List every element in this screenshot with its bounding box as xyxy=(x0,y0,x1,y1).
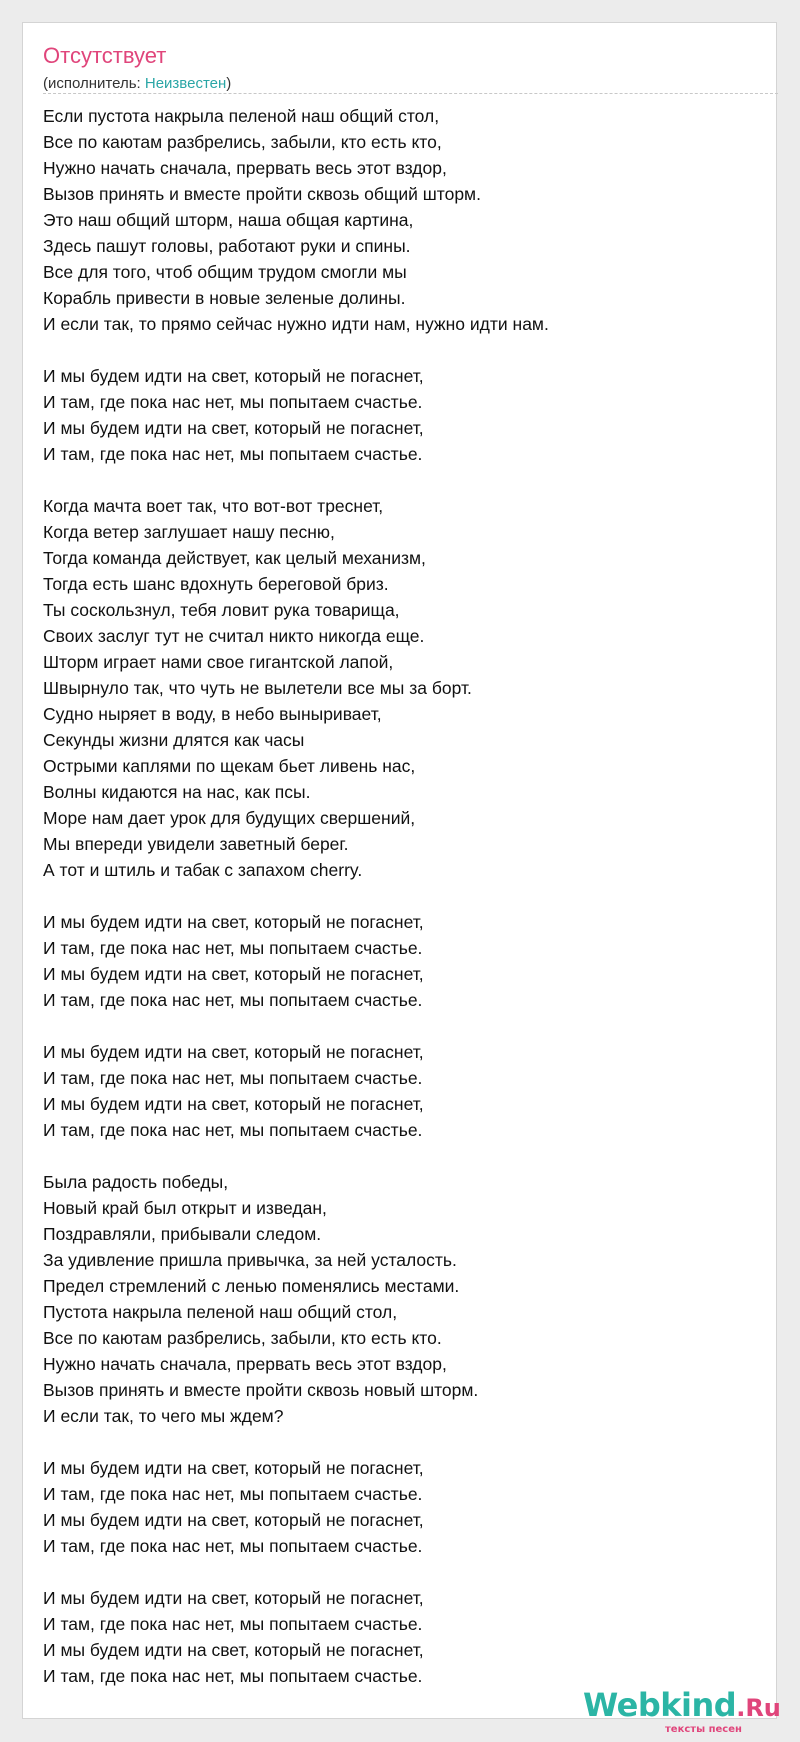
lyric-line: Швырнуло так, что чуть не вылетели все мы за борт. xyxy=(43,678,472,698)
lyric-line: Нужно начать сначала, прервать весь этот вздор, xyxy=(43,158,447,178)
lyric-line: Корабль привести в новые зеленые долины. xyxy=(43,288,406,308)
lyric-line: И там, где пока нас нет, мы попытаем счастье. xyxy=(43,392,423,412)
lyric-line: И мы будем идти на свет, который не погаснет, xyxy=(43,1588,424,1608)
lyric-line: Мы впереди увидели заветный берег. xyxy=(43,834,349,854)
lyric-line: И мы будем идти на свет, который не погаснет, xyxy=(43,964,424,984)
lyric-line: Все по каютам разбрелись, забыли, кто есть кто, xyxy=(43,132,442,152)
lyric-line: Пустота накрыла пеленой наш общий стол, xyxy=(43,1302,398,1322)
lyrics-stanza xyxy=(43,1455,763,1559)
lyrics-stanza xyxy=(43,363,763,467)
lyric-line: Море нам дает урок для будущих свершений, xyxy=(43,808,416,828)
lyric-line: Когда мачта воет так, что вот-вот треснет, xyxy=(43,496,384,516)
lyric-line: Тогда есть шанс вдохнуть береговой бриз. xyxy=(43,574,389,594)
lyric-line: Была радость победы, xyxy=(43,1172,229,1192)
logo-tagline: тексты песен xyxy=(665,1724,742,1735)
lyric-line: И если так, то прямо сейчас нужно идти нам, нужно идти нам. xyxy=(43,314,549,334)
lyrics-stanza xyxy=(43,103,763,337)
artist-line xyxy=(43,75,231,93)
lyrics-text xyxy=(43,103,763,1715)
lyric-line: И там, где пока нас нет, мы попытаем счастье. xyxy=(43,990,423,1010)
lyric-line: Когда ветер заглушает нашу песню, xyxy=(43,522,335,542)
lyric-line: И мы будем идти на свет, который не погаснет, xyxy=(43,1042,424,1062)
lyrics-stanza xyxy=(43,909,763,1013)
artist-prefix: (исполнитель: xyxy=(43,75,145,92)
lyric-line: Нужно начать сначала, прервать весь этот вздор, xyxy=(43,1354,447,1374)
lyric-line: Волны кидаются на нас, как псы. xyxy=(43,782,311,802)
lyric-line: Все по каютам разбрелись, забыли, кто есть кто. xyxy=(43,1328,442,1348)
lyric-line: Поздравляли, прибывали следом. xyxy=(43,1224,322,1244)
logo-domain: .Ru xyxy=(736,1694,781,1722)
lyric-line: И мы будем идти на свет, который не погаснет, xyxy=(43,1510,424,1530)
lyrics-stanza xyxy=(43,1039,763,1143)
lyric-line: И мы будем идти на свет, который не погаснет, xyxy=(43,1640,424,1660)
lyric-line: И там, где пока нас нет, мы попытаем счастье. xyxy=(43,1536,423,1556)
lyric-line: И мы будем идти на свет, который не погаснет, xyxy=(43,1094,424,1114)
lyric-line: И мы будем идти на свет, который не погаснет, xyxy=(43,912,424,932)
lyric-line: Это наш общий шторм, наша общая картина, xyxy=(43,210,414,230)
lyric-line: Предел стремлений с ленью поменялись местами. xyxy=(43,1276,460,1296)
logo-wordmark: Webkind xyxy=(583,1686,737,1724)
lyric-line: Судно ныряет в воду, в небо выныривает, xyxy=(43,704,382,724)
lyric-line: И там, где пока нас нет, мы попытаем счастье. xyxy=(43,1120,423,1140)
lyric-line: Новый край был открыт и изведан, xyxy=(43,1198,327,1218)
lyric-line: И там, где пока нас нет, мы попытаем счастье. xyxy=(43,1068,423,1088)
lyrics-card xyxy=(22,22,781,1735)
site-logo[interactable] xyxy=(583,1686,781,1735)
lyric-line: Тогда команда действует, как целый механизм, xyxy=(43,548,426,568)
lyrics-stanza xyxy=(43,1169,763,1429)
lyrics-stanza xyxy=(43,1585,763,1689)
lyric-line: Острыми каплями по щекам бьет ливень нас, xyxy=(43,756,416,776)
lyric-line: И мы будем идти на свет, который не погаснет, xyxy=(43,1458,424,1478)
lyric-line: Все для того, чтоб общим трудом смогли мы xyxy=(43,262,407,282)
title-divider xyxy=(43,93,778,94)
lyric-line: Вызов принять и вместе пройти сквозь новый шторм. xyxy=(43,1380,479,1400)
lyric-line: Вызов принять и вместе пройти сквозь общий шторм. xyxy=(43,184,481,204)
lyric-line: Своих заслуг тут не считал никто никогда еще. xyxy=(43,626,425,646)
lyric-line: И там, где пока нас нет, мы попытаем счастье. xyxy=(43,444,423,464)
lyric-line: И там, где пока нас нет, мы попытаем счастье. xyxy=(43,1666,423,1686)
artist-suffix: ) xyxy=(226,75,232,92)
lyric-line: И там, где пока нас нет, мы попытаем счастье. xyxy=(43,938,423,958)
lyric-line: Если пустота накрыла пеленой наш общий стол, xyxy=(43,106,440,126)
lyric-line: Ты соскользнул, тебя ловит рука товарища, xyxy=(43,600,400,620)
song-title: Отсутствует xyxy=(43,43,167,68)
artist-link[interactable]: Неизвестен xyxy=(144,75,227,92)
lyric-line: И там, где пока нас нет, мы попытаем счастье. xyxy=(43,1614,423,1634)
lyric-line: И там, где пока нас нет, мы попытаем счастье. xyxy=(43,1484,423,1504)
lyric-line: Здесь пашут головы, работают руки и спины. xyxy=(43,236,411,256)
lyric-line: И мы будем идти на свет, который не погаснет, xyxy=(43,418,424,438)
lyric-line: А тот и штиль и табак с запахом cherry. xyxy=(43,860,363,880)
lyric-line: За удивление пришла привычка, за ней усталость. xyxy=(43,1250,457,1270)
lyric-line: И мы будем идти на свет, который не погаснет, xyxy=(43,366,424,386)
lyrics-stanza xyxy=(43,493,763,883)
lyric-line: Шторм играет нами свое гигантской лапой, xyxy=(43,652,394,672)
lyric-line: Секунды жизни длятся как часы xyxy=(43,730,305,750)
lyric-line: И если так, то чего мы ждем? xyxy=(43,1406,284,1426)
